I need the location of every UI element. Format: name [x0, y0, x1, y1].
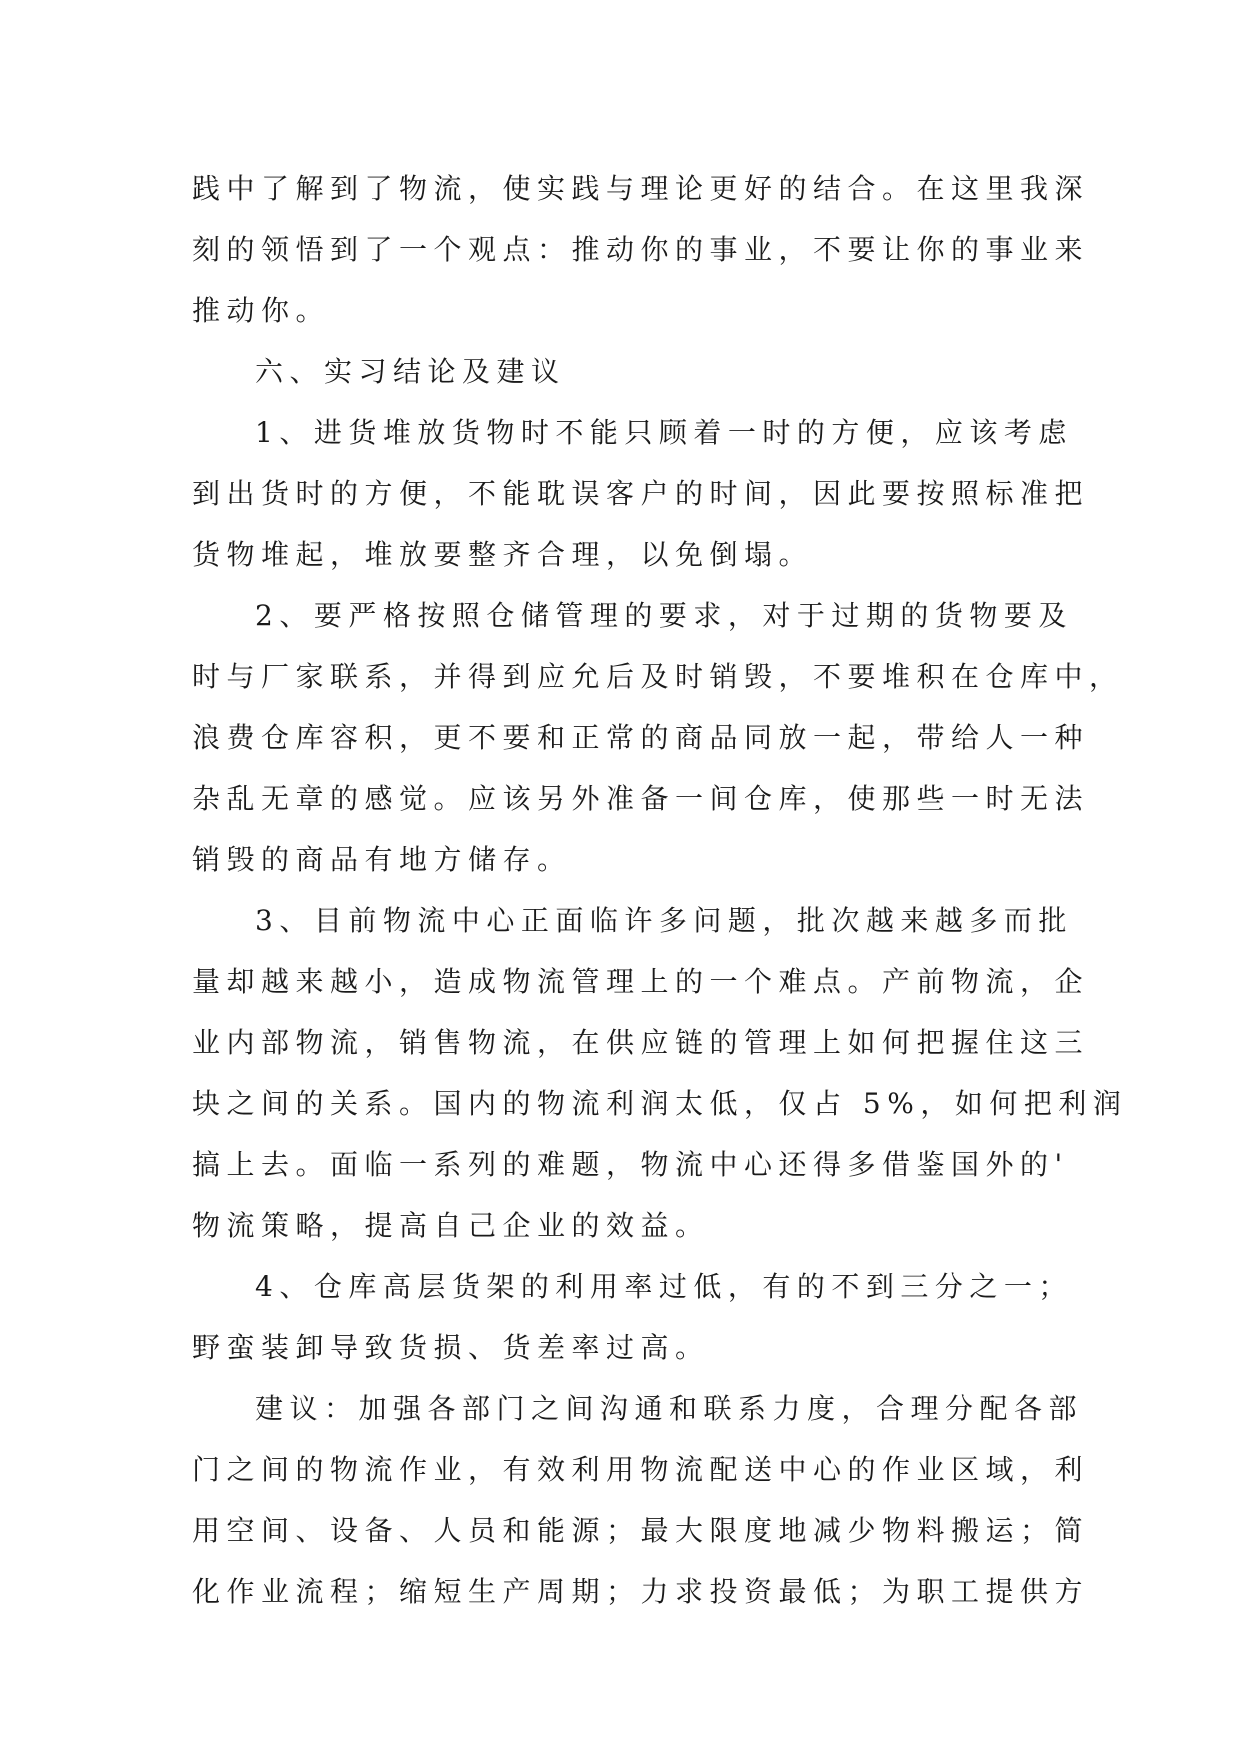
- text-line: 化作业流程；缩短生产周期；力求投资最低；为职工提供方: [192, 1575, 1090, 1608]
- text-line: 2、要严格按照仓储管理的要求，对于过期的货物要及: [255, 599, 1073, 632]
- text-line: 1、进货堆放货物时不能只顾着一时的方便，应该考虑: [255, 416, 1073, 449]
- text-line: 用空间、设备、人员和能源；最大限度地减少物料搬运；简: [192, 1514, 1090, 1547]
- text-line: 推动你。: [192, 294, 331, 327]
- text-line: 业内部物流，销售物流，在供应链的管理上如何把握住这三: [192, 1026, 1090, 1059]
- text-line: 搞上去。面临一系列的难题，物流中心还得多借鉴国外的': [192, 1148, 1069, 1181]
- text-line: 浪费仓库容积，更不要和正常的商品同放一起，带给人一种: [192, 721, 1090, 754]
- section-heading: 六、实习结论及建议: [255, 355, 566, 388]
- text-line: 销毁的商品有地方储存。: [192, 843, 572, 876]
- text-line: 到出货时的方便，不能耽误客户的时间，因此要按照标准把: [192, 477, 1090, 510]
- text-line: 刻的领悟到了一个观点：推动你的事业，不要让你的事业来: [192, 233, 1090, 266]
- text-line: 4、仓库高层货架的利用率过低，有的不到三分之一；: [255, 1270, 1073, 1303]
- text-line: 量却越来越小，造成物流管理上的一个难点。产前物流，企: [192, 965, 1090, 998]
- text-line: 杂乱无章的感觉。应该另外准备一间仓库，使那些一时无法: [192, 782, 1090, 815]
- text-line: 建议：加强各部门之间沟通和联系力度，合理分配各部: [255, 1392, 1084, 1425]
- text-line: 野蛮装卸导致货损、货差率过高。: [192, 1331, 710, 1364]
- text-line: 3、目前物流中心正面临许多问题，批次越来越多而批: [255, 904, 1073, 937]
- document-body: [192, 158, 1128, 1622]
- text-line: 门之间的物流作业，有效利用物流配送中心的作业区域，利: [192, 1453, 1090, 1486]
- text-line: 货物堆起，堆放要整齐合理，以免倒塌。: [192, 538, 814, 571]
- text-line: 块之间的关系。国内的物流利润太低，仅占 5%，如何把利润: [192, 1087, 1128, 1120]
- text-line: 物流策略，提高自己企业的效益。: [192, 1209, 710, 1242]
- text-line: 时与厂家联系，并得到应允后及时销毁，不要堆积在仓库中，: [192, 660, 1124, 693]
- text-line: 践中了解到了物流，使实践与理论更好的结合。在这里我深: [192, 172, 1090, 205]
